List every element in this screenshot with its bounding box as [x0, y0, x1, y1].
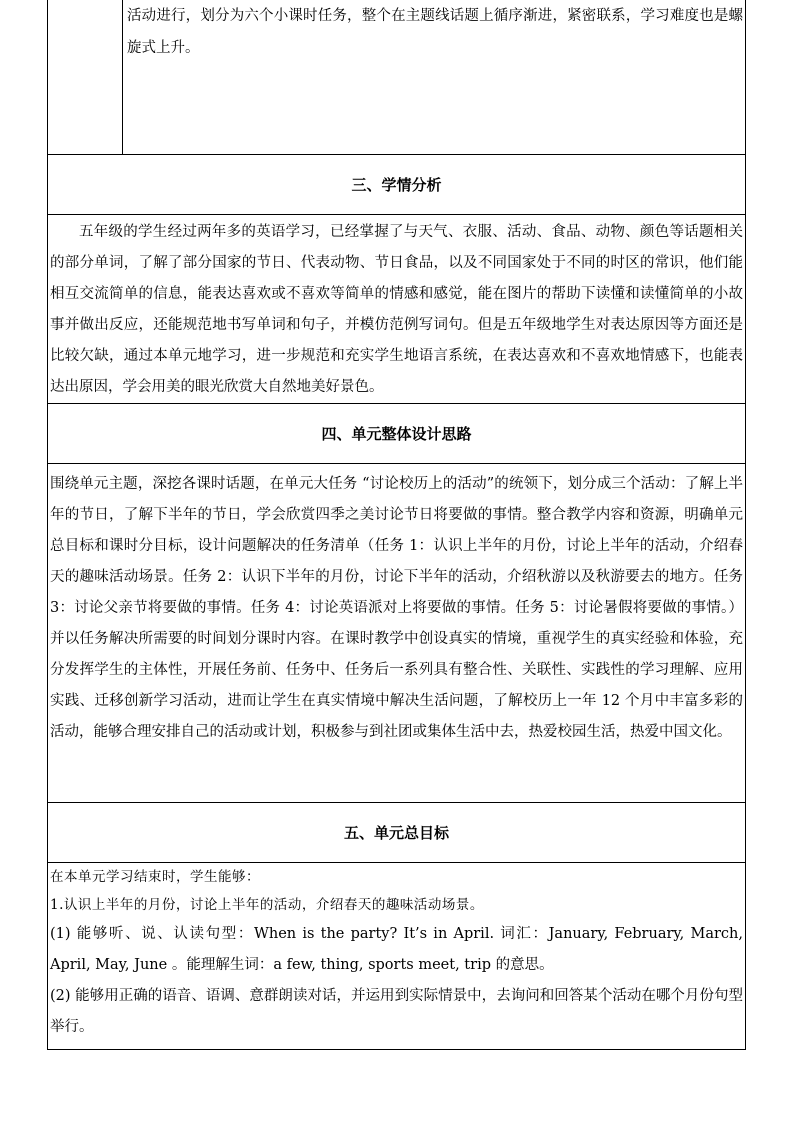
section4-body-row	[48, 464, 746, 803]
lesson-plan-page	[47, 0, 746, 1050]
section4-heading: 四、单元整体设计思路	[48, 404, 746, 464]
continuation-content-cell	[123, 0, 746, 155]
section3-body: 五年级的学生经过两年多的英语学习，已经掌握了与天气、衣服、活动、食品、动物、颜色等话题相关的部分单词，了解了部分国家的节日、代表动物、节日食品，以及不同国家处于不同的时区的常识，他们能相互交流简单的信息，能表达喜欢或不喜欢等简单的情感和感觉，能在图片的帮助下读懂和读懂简单的小故事并做出反应，还能规范地书写单词和句子，并模仿范例写词句。但是五年级地学生对表达原因等方面还是比较欠缺，通过本单元地学习，进一步规范和充实学生地语言系统，在表达喜欢和不喜欢地情感下，也能表达出原因，学会用美的眼光欣赏大自然地美好景色。	[50, 224, 743, 395]
section3-heading: 三、学情分析	[48, 155, 746, 215]
section5-item1: (1) 能够听、说、认读句型：When is the party? It’s in April. 词汇：January, February, March, April, May, June 。能理解生词：a few, thing, sports meet, trip 的意思。	[50, 926, 743, 973]
section5-body-cell	[48, 863, 746, 1050]
section4-body: 围绕单元主题，深挖各课时话题，在单元大任务 “讨论校历上的活动”的统领下，划分成三个活动：了解上半年的节日，了解下半年的节日，学会欣赏四季之美讨论节日将要做的事情。整合教学内容和资源，明确单元总目标和课时分目标，设计问题解决的任务清单（任务 1：认识上半年的月份，讨论上半年的活动，介绍春天的趣味活动场景。任务 2：认识下半年的月份，讨论下半年的活动，介绍秋游以及秋游要去的地方。任务 3：讨论父亲节将要做的事情。任务 4：讨论英语派对上将要做的事情。任务 5：讨论暑假将要做的事情。）并以任务解决所需要的时间划分课时内容。在课时教学中创设真实的情境，重视学生的真实经验和体验，充分发挥学生的主体性，开展任务前、任务中、任务后一系列具有整合性、关联性、实践性的学习理解、应用实践、迁移创新学习活动，进而让学生在真实情境中解决生活问题，了解校历上一年 12 个月中丰富多彩的活动，能够合理安排自己的活动或计划，积极参与到社团或集体生活中去，热爱校园生活，热爱中国文化。	[50, 476, 743, 740]
section5-intro: 在本单元学习结束时，学生能够：	[50, 869, 260, 885]
section5-heading-row	[48, 803, 746, 863]
section4-body-cell	[48, 464, 746, 803]
section5-body-row	[48, 863, 746, 1050]
continuation-row	[48, 0, 746, 155]
section3-body-row	[48, 215, 746, 404]
section5-goal1: 1.认识上半年的月份，讨论上半年的活动，介绍春天的趣味活动场景。	[50, 897, 484, 913]
continuation-label-cell	[48, 0, 123, 155]
section5-heading: 五、单元总目标	[48, 803, 746, 863]
lesson-plan-table	[47, 0, 746, 1050]
continuation-text: 活动进行，划分为六个小课时任务，整个在主题线话题上循序渐进，紧密联系，学习难度也是螺旋式上升。	[127, 8, 743, 56]
section3-body-cell	[48, 215, 746, 404]
section5-item2: (2) 能够用正确的语音、语调、意群朗读对话，并运用到实际情景中，去询问和回答某个活动在哪个月份句型举行。	[50, 988, 743, 1035]
section4-heading-row	[48, 404, 746, 464]
section3-heading-row	[48, 155, 746, 215]
